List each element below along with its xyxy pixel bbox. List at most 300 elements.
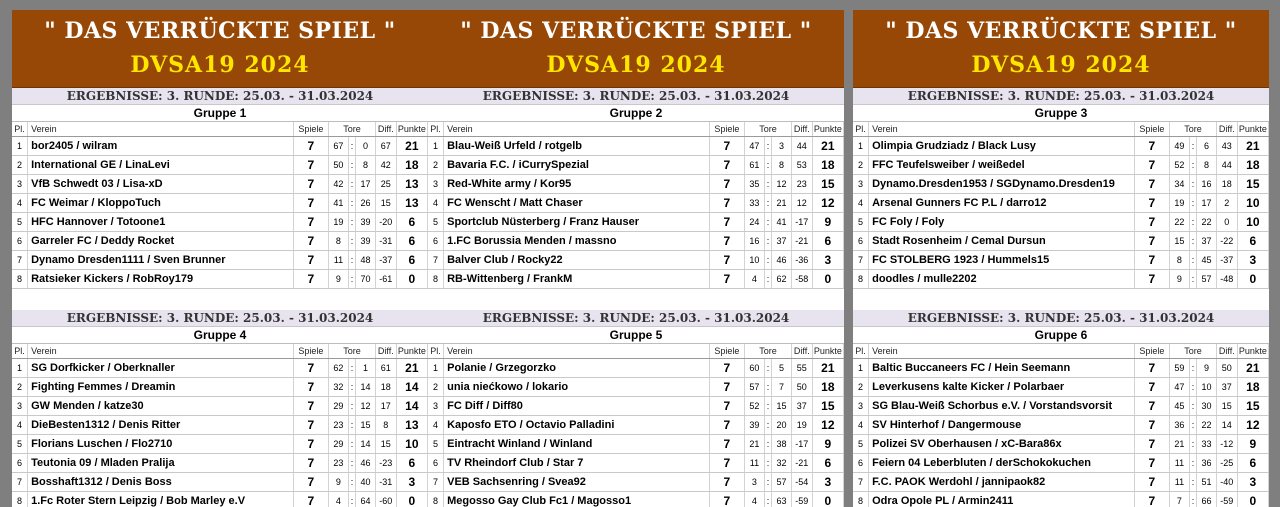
- points-cell: 3: [396, 473, 427, 492]
- goals-against-cell: 46: [772, 251, 792, 270]
- games-cell: 7: [1134, 213, 1169, 232]
- goals-against-cell: 16: [1197, 175, 1217, 194]
- group-title: Gruppe 2: [428, 105, 844, 122]
- rank-cell: 3: [428, 397, 444, 416]
- table-row: [853, 435, 1269, 454]
- group-title: Gruppe 1: [12, 105, 428, 122]
- table-row: [12, 416, 428, 435]
- points-cell: 13: [396, 416, 427, 435]
- table-row: [428, 137, 844, 156]
- rank-cell: 7: [853, 251, 869, 270]
- goals-against-cell: 51: [1197, 473, 1217, 492]
- season-title: DVSA19 2024: [130, 52, 310, 78]
- goals-for-cell: 11: [1170, 473, 1190, 492]
- lower-section: [428, 310, 844, 507]
- table-row: [428, 473, 844, 492]
- games-cell: 7: [1134, 378, 1169, 397]
- goal-difference-cell: -17: [791, 213, 812, 232]
- table-row: [428, 251, 844, 270]
- team-name-cell: Megosso Gay Club Fc1 / Magosso1: [444, 492, 710, 507]
- points-cell: 12: [1237, 416, 1268, 435]
- table-row: [428, 454, 844, 473]
- goals-separator: :: [1189, 194, 1196, 213]
- panel-column-1: [12, 10, 428, 507]
- rank-cell: 8: [12, 270, 28, 289]
- goals-separator: :: [348, 359, 355, 378]
- points-cell: 15: [1237, 175, 1268, 194]
- table-row: [853, 270, 1269, 289]
- rank-cell: 3: [428, 175, 444, 194]
- goals-for-cell: 52: [745, 397, 765, 416]
- goals-separator: :: [764, 416, 771, 435]
- table-row: [853, 473, 1269, 492]
- goal-difference-cell: -22: [1216, 232, 1237, 251]
- column-header-spiele: Spiele: [293, 344, 328, 359]
- goals-separator: :: [1189, 175, 1196, 194]
- goals-against-cell: 38: [772, 435, 792, 454]
- goals-for-cell: 39: [745, 416, 765, 435]
- team-name-cell: GW Menden / katze30: [28, 397, 294, 416]
- goal-difference-cell: -36: [791, 251, 812, 270]
- team-name-cell: Ratsieker Kickers / RobRoy179: [28, 270, 294, 289]
- points-cell: 12: [812, 194, 843, 213]
- column-header-verein: Verein: [444, 344, 710, 359]
- rank-cell: 5: [12, 435, 28, 454]
- table-row: [12, 251, 428, 270]
- games-cell: 7: [709, 213, 744, 232]
- team-name-cell: unia niećkowo / lokario: [444, 378, 710, 397]
- column-header-diff: Diff.: [1216, 122, 1237, 137]
- goal-difference-cell: 53: [791, 156, 812, 175]
- column-header-punkte: Punkte: [812, 122, 843, 137]
- points-cell: 18: [1237, 156, 1268, 175]
- goals-separator: :: [764, 213, 771, 232]
- team-name-cell: Dynamo.Dresden1953 / SGDynamo.Dresden19: [869, 175, 1135, 194]
- games-cell: 7: [1134, 194, 1169, 213]
- goals-against-cell: 36: [1197, 454, 1217, 473]
- table-row: [428, 194, 844, 213]
- team-name-cell: Balver Club / Rocky22: [444, 251, 710, 270]
- games-cell: 7: [709, 397, 744, 416]
- goals-for-cell: 29: [329, 397, 349, 416]
- table-row: [853, 397, 1269, 416]
- games-cell: 7: [709, 232, 744, 251]
- table-row: [428, 416, 844, 435]
- games-cell: 7: [293, 251, 328, 270]
- title-text: " DAS VERRÜCKTE SPIEL ": [885, 18, 1237, 44]
- rank-cell: 8: [428, 270, 444, 289]
- column-header-tore: Tore: [1170, 344, 1217, 359]
- group-title: Gruppe 4: [12, 327, 428, 344]
- goals-for-cell: 47: [745, 137, 765, 156]
- rank-cell: 5: [428, 435, 444, 454]
- goal-difference-cell: 12: [791, 194, 812, 213]
- goals-against-cell: 14: [356, 378, 376, 397]
- rank-cell: 5: [853, 435, 869, 454]
- goal-difference-cell: -37: [1216, 251, 1237, 270]
- goal-difference-cell: 18: [375, 378, 396, 397]
- goal-difference-cell: 50: [1216, 359, 1237, 378]
- games-cell: 7: [1134, 492, 1169, 507]
- goals-against-cell: 57: [1197, 270, 1217, 289]
- goals-against-cell: 9: [1197, 359, 1217, 378]
- team-name-cell: FFC Teufelsweiber / weißedel: [869, 156, 1135, 175]
- rank-cell: 4: [428, 416, 444, 435]
- goals-for-cell: 35: [745, 175, 765, 194]
- goal-difference-cell: 67: [375, 137, 396, 156]
- table-row: [853, 194, 1269, 213]
- goal-difference-cell: 15: [1216, 397, 1237, 416]
- goals-separator: :: [1189, 359, 1196, 378]
- team-name-cell: Baltic Buccaneers FC / Hein Seemann: [869, 359, 1135, 378]
- team-name-cell: Garreler FC / Deddy Rocket: [28, 232, 294, 251]
- column-header-verein: Verein: [869, 344, 1135, 359]
- points-cell: 18: [396, 156, 427, 175]
- rank-cell: 6: [853, 454, 869, 473]
- table-row: [428, 232, 844, 251]
- goals-separator: :: [764, 492, 771, 507]
- table-row: [853, 213, 1269, 232]
- goals-for-cell: 57: [745, 378, 765, 397]
- games-cell: 7: [293, 137, 328, 156]
- team-name-cell: Florians Luschen / Flo2710: [28, 435, 294, 454]
- goals-separator: :: [1189, 378, 1196, 397]
- goal-difference-cell: 23: [791, 175, 812, 194]
- goal-difference-cell: -59: [791, 492, 812, 507]
- goals-separator: :: [1189, 251, 1196, 270]
- goal-difference-cell: -17: [791, 435, 812, 454]
- table-row: [428, 156, 844, 175]
- goal-difference-cell: -31: [375, 473, 396, 492]
- rank-cell: 7: [428, 473, 444, 492]
- season-title: DVSA19 2024: [546, 52, 726, 78]
- team-name-cell: Dynamo Dresden1111 / Sven Brunner: [28, 251, 294, 270]
- column-header-tore: Tore: [329, 122, 376, 137]
- team-name-cell: Olimpia Grudziadz / Black Lusy: [869, 137, 1135, 156]
- team-name-cell: Eintracht Winland / Winland: [444, 435, 710, 454]
- team-name-cell: TV Rheindorf Club / Star 7: [444, 454, 710, 473]
- goal-difference-cell: -59: [1216, 492, 1237, 507]
- goal-difference-cell: 61: [375, 359, 396, 378]
- table-row: [12, 156, 428, 175]
- team-name-cell: Sportclub Nüsterberg / Franz Hauser: [444, 213, 710, 232]
- goals-for-cell: 36: [1170, 416, 1190, 435]
- goals-against-cell: 12: [772, 175, 792, 194]
- points-cell: 13: [396, 175, 427, 194]
- goals-against-cell: 8: [356, 156, 376, 175]
- group-title: Gruppe 5: [428, 327, 844, 344]
- team-name-cell: SV Hinterhof / Dangermouse: [869, 416, 1135, 435]
- rank-cell: 3: [12, 397, 28, 416]
- goals-against-cell: 3: [772, 137, 792, 156]
- team-name-cell: 1.FC Borussia Menden / massno: [444, 232, 710, 251]
- column-header-punkte: Punkte: [812, 344, 843, 359]
- goals-separator: :: [348, 175, 355, 194]
- goals-for-cell: 49: [1170, 137, 1190, 156]
- rank-cell: 3: [12, 175, 28, 194]
- goals-against-cell: 57: [772, 473, 792, 492]
- rank-cell: 4: [853, 194, 869, 213]
- table-row: [12, 359, 428, 378]
- round-subtitle: ERGEBNISSE: 3. RUNDE: 25.03. - 31.03.2024: [853, 310, 1269, 327]
- goals-for-cell: 45: [1170, 397, 1190, 416]
- rank-cell: 6: [428, 232, 444, 251]
- points-cell: 21: [812, 359, 843, 378]
- games-cell: 7: [1134, 175, 1169, 194]
- goals-for-cell: 9: [329, 473, 349, 492]
- round-subtitle: ERGEBNISSE: 3. RUNDE: 25.03. - 31.03.2024: [853, 88, 1269, 105]
- goals-for-cell: 4: [745, 270, 765, 289]
- rank-cell: 4: [428, 194, 444, 213]
- column-header-spiele: Spiele: [709, 344, 744, 359]
- table-row: [12, 194, 428, 213]
- goals-against-cell: 21: [772, 194, 792, 213]
- table-row: [853, 454, 1269, 473]
- goal-difference-cell: 2: [1216, 194, 1237, 213]
- goals-for-cell: 7: [1170, 492, 1190, 507]
- points-cell: 6: [396, 232, 427, 251]
- rank-cell: 1: [853, 137, 869, 156]
- team-name-cell: FC Weimar / KloppoTuch: [28, 194, 294, 213]
- goals-separator: :: [348, 378, 355, 397]
- points-cell: 10: [1237, 194, 1268, 213]
- goals-against-cell: 40: [356, 473, 376, 492]
- goal-difference-cell: 19: [791, 416, 812, 435]
- goals-separator: :: [348, 270, 355, 289]
- table-row: [853, 251, 1269, 270]
- goals-separator: :: [1189, 435, 1196, 454]
- points-cell: 21: [396, 137, 427, 156]
- team-name-cell: Odra Opole PL / Armin2411: [869, 492, 1135, 507]
- column-header-punkte: Punkte: [396, 122, 427, 137]
- table-row: [12, 454, 428, 473]
- goals-for-cell: 23: [329, 416, 349, 435]
- goals-for-cell: 61: [745, 156, 765, 175]
- goal-difference-cell: -23: [375, 454, 396, 473]
- goals-against-cell: 8: [772, 156, 792, 175]
- team-name-cell: 1.Fc Roter Stern Leipzig / Bob Marley e.V: [28, 492, 294, 507]
- games-cell: 7: [709, 359, 744, 378]
- goal-difference-cell: -21: [791, 454, 812, 473]
- goals-separator: :: [348, 232, 355, 251]
- team-name-cell: bor2405 / wilram: [28, 137, 294, 156]
- points-cell: 6: [812, 232, 843, 251]
- table-row: [12, 137, 428, 156]
- games-cell: 7: [293, 435, 328, 454]
- team-name-cell: Feiern 04 Leberbluten / derSchokokuchen: [869, 454, 1135, 473]
- title-text: " DAS VERRÜCKTE SPIEL ": [460, 18, 812, 44]
- games-cell: 7: [293, 359, 328, 378]
- round-subtitle: ERGEBNISSE: 3. RUNDE: 25.03. - 31.03.2024: [12, 310, 428, 327]
- rank-cell: 4: [12, 416, 28, 435]
- goals-separator: :: [764, 435, 771, 454]
- rank-cell: 2: [853, 378, 869, 397]
- goals-separator: :: [764, 454, 771, 473]
- points-cell: 0: [1237, 270, 1268, 289]
- goals-against-cell: 26: [356, 194, 376, 213]
- points-cell: 6: [812, 454, 843, 473]
- goals-against-cell: 70: [356, 270, 376, 289]
- goal-difference-cell: 25: [375, 175, 396, 194]
- rank-cell: 4: [12, 194, 28, 213]
- table-row: [853, 416, 1269, 435]
- standings-table: [12, 122, 428, 289]
- goals-separator: :: [1189, 270, 1196, 289]
- team-name-cell: Arsenal Gunners FC P.L / darro12: [869, 194, 1135, 213]
- points-cell: 6: [396, 251, 427, 270]
- team-name-cell: Bosshaft1312 / Denis Boss: [28, 473, 294, 492]
- goals-separator: :: [764, 378, 771, 397]
- goals-separator: :: [348, 137, 355, 156]
- rank-cell: 1: [428, 137, 444, 156]
- goals-against-cell: 5: [772, 359, 792, 378]
- goals-separator: :: [764, 251, 771, 270]
- games-cell: 7: [709, 194, 744, 213]
- games-cell: 7: [293, 175, 328, 194]
- points-cell: 3: [1237, 251, 1268, 270]
- goal-difference-cell: 8: [375, 416, 396, 435]
- team-name-cell: Kaposfo ETO / Octavio Palladini: [444, 416, 710, 435]
- goal-difference-cell: 55: [791, 359, 812, 378]
- team-name-cell: FC Foly / Foly: [869, 213, 1135, 232]
- points-cell: 0: [812, 492, 843, 507]
- table-header-row: [428, 344, 844, 359]
- goals-for-cell: 42: [329, 175, 349, 194]
- rank-cell: 7: [428, 251, 444, 270]
- goals-against-cell: 33: [1197, 435, 1217, 454]
- goal-difference-cell: 43: [1216, 137, 1237, 156]
- goal-difference-cell: -25: [1216, 454, 1237, 473]
- table-row: [853, 359, 1269, 378]
- games-cell: 7: [709, 137, 744, 156]
- points-cell: 0: [396, 270, 427, 289]
- round-subtitle: ERGEBNISSE: 3. RUNDE: 25.03. - 31.03.2024: [12, 88, 428, 105]
- points-cell: 14: [396, 378, 427, 397]
- column-header-verein: Verein: [28, 122, 294, 137]
- column-header-pl: Pl.: [853, 344, 869, 359]
- goals-against-cell: 12: [356, 397, 376, 416]
- table-row: [12, 232, 428, 251]
- goals-for-cell: 32: [329, 378, 349, 397]
- table-row: [853, 378, 1269, 397]
- team-name-cell: Teutonia 09 / Mladen Pralija: [28, 454, 294, 473]
- goals-against-cell: 7: [772, 378, 792, 397]
- points-cell: 10: [396, 435, 427, 454]
- standings-table: [853, 344, 1269, 507]
- goals-for-cell: 9: [1170, 270, 1190, 289]
- games-cell: 7: [293, 194, 328, 213]
- goals-separator: :: [348, 156, 355, 175]
- points-cell: 0: [396, 492, 427, 507]
- table-row: [428, 397, 844, 416]
- goals-separator: :: [348, 194, 355, 213]
- round-subtitle: ERGEBNISSE: 3. RUNDE: 25.03. - 31.03.2024: [428, 310, 844, 327]
- team-name-cell: DieBesten1312 / Denis Ritter: [28, 416, 294, 435]
- goals-against-cell: 45: [1197, 251, 1217, 270]
- goals-separator: :: [348, 473, 355, 492]
- standings-table: [853, 122, 1269, 289]
- rank-cell: 7: [853, 473, 869, 492]
- table-header-row: [853, 344, 1269, 359]
- goals-for-cell: 21: [1170, 435, 1190, 454]
- column-header-pl: Pl.: [428, 122, 444, 137]
- goals-against-cell: 32: [772, 454, 792, 473]
- table-row: [12, 435, 428, 454]
- column-header-spiele: Spiele: [709, 122, 744, 137]
- goal-difference-cell: 15: [375, 435, 396, 454]
- goals-for-cell: 60: [745, 359, 765, 378]
- games-cell: 7: [293, 454, 328, 473]
- games-cell: 7: [293, 397, 328, 416]
- goals-separator: :: [348, 492, 355, 507]
- goals-separator: :: [1189, 473, 1196, 492]
- points-cell: 3: [812, 251, 843, 270]
- table-row: [12, 397, 428, 416]
- goals-against-cell: 0: [356, 137, 376, 156]
- games-cell: 7: [709, 156, 744, 175]
- goals-separator: :: [764, 156, 771, 175]
- title-banner: [12, 10, 428, 88]
- column-header-spiele: Spiele: [1134, 122, 1169, 137]
- table-row: [428, 492, 844, 507]
- goal-difference-cell: -48: [1216, 270, 1237, 289]
- games-cell: 7: [1134, 435, 1169, 454]
- games-cell: 7: [1134, 397, 1169, 416]
- rank-cell: 8: [12, 492, 28, 507]
- points-cell: 9: [812, 435, 843, 454]
- goals-against-cell: 41: [772, 213, 792, 232]
- goals-for-cell: 9: [329, 270, 349, 289]
- column-header-punkte: Punkte: [396, 344, 427, 359]
- column-header-spiele: Spiele: [1134, 344, 1169, 359]
- column-header-pl: Pl.: [12, 122, 28, 137]
- games-cell: 7: [293, 232, 328, 251]
- goal-difference-cell: 17: [375, 397, 396, 416]
- goals-against-cell: 46: [356, 454, 376, 473]
- goals-separator: :: [1189, 156, 1196, 175]
- goals-against-cell: 64: [356, 492, 376, 507]
- rank-cell: 7: [12, 473, 28, 492]
- goals-against-cell: 10: [1197, 378, 1217, 397]
- team-name-cell: VEB Sachsenring / Svea92: [444, 473, 710, 492]
- goals-separator: :: [764, 232, 771, 251]
- team-name-cell: Polizei SV Oberhausen / xC-Bara86x: [869, 435, 1135, 454]
- goals-against-cell: 8: [1197, 156, 1217, 175]
- team-name-cell: FC STOLBERG 1923 / Hummels15: [869, 251, 1135, 270]
- games-cell: 7: [293, 416, 328, 435]
- goal-difference-cell: -60: [375, 492, 396, 507]
- group-title: Gruppe 3: [853, 105, 1269, 122]
- goals-for-cell: 21: [745, 435, 765, 454]
- table-row: [12, 270, 428, 289]
- column-header-pl: Pl.: [428, 344, 444, 359]
- panel-column-2: [428, 10, 844, 507]
- points-cell: 21: [1237, 359, 1268, 378]
- rank-cell: 2: [428, 378, 444, 397]
- rank-cell: 6: [428, 454, 444, 473]
- goals-against-cell: 15: [356, 416, 376, 435]
- goal-difference-cell: 37: [1216, 378, 1237, 397]
- table-row: [428, 359, 844, 378]
- team-name-cell: HFC Hannover / Totoone1: [28, 213, 294, 232]
- goals-against-cell: 22: [1197, 213, 1217, 232]
- goals-for-cell: 4: [745, 492, 765, 507]
- games-cell: 7: [293, 473, 328, 492]
- games-cell: 7: [1134, 416, 1169, 435]
- points-cell: 0: [812, 270, 843, 289]
- rank-cell: 7: [12, 251, 28, 270]
- games-cell: 7: [293, 270, 328, 289]
